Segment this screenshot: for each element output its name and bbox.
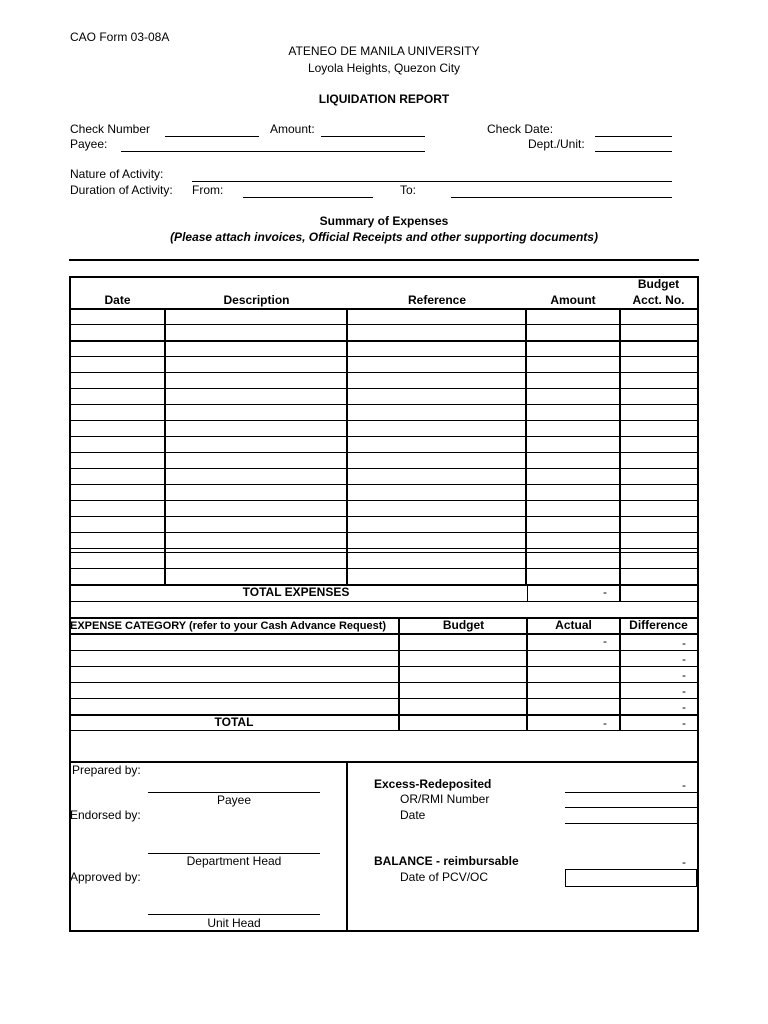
dept-unit-field[interactable]	[595, 151, 672, 152]
amount-field[interactable]	[321, 136, 425, 137]
col-expense-category: EXPENSE CATEGORY (refer to your Cash Advance Request)	[70, 620, 387, 632]
or-rmi-label: OR/RMI Number	[400, 792, 490, 806]
table-row	[69, 698, 699, 699]
dept-unit-label: Dept./Unit:	[528, 137, 585, 151]
form-code: CAO Form 03-08A	[70, 30, 170, 44]
col-divider	[525, 308, 527, 584]
balance-reimbursable-value: -	[682, 855, 686, 869]
summary-note: (Please attach invoices, Official Receipts and other supporting documents)	[170, 230, 598, 244]
total-expenses-value: -	[603, 585, 607, 599]
table-top-border	[69, 276, 699, 278]
to-field[interactable]	[451, 197, 672, 198]
table-row	[69, 650, 699, 651]
signature-divider	[346, 761, 348, 932]
check-date-field[interactable]	[595, 136, 672, 137]
cat-row1-difference: -	[682, 636, 686, 650]
or-rmi-field[interactable]	[565, 807, 697, 808]
category-total-bottom	[69, 730, 699, 731]
duration-label: Duration of Activity:	[70, 183, 173, 197]
category-total-actual: -	[603, 716, 607, 730]
signature-top-border	[69, 761, 699, 763]
cat-row4-difference: -	[682, 684, 686, 698]
payee-caption: Payee	[216, 793, 252, 807]
form-bottom-border	[69, 930, 699, 932]
cat-row3-difference: -	[682, 668, 686, 682]
amount-label: Amount:	[270, 122, 315, 136]
category-total-label: TOTAL	[214, 715, 254, 729]
col-acct-no: Acct. No.	[632, 293, 685, 307]
col-budget: Budget	[637, 277, 680, 291]
from-field[interactable]	[243, 197, 373, 198]
col-date: Date	[104, 293, 131, 307]
payee-field[interactable]	[121, 151, 425, 152]
col-divider	[398, 617, 400, 730]
university-address: Loyola Heights, Quezon City	[307, 61, 461, 75]
check-number-label: Check Number	[70, 122, 151, 136]
cat-row5-difference: -	[682, 700, 686, 714]
prepared-by-label: Prepared by:	[72, 763, 141, 777]
category-total-difference: -	[682, 716, 686, 730]
redeposit-date-label: Date	[400, 808, 426, 822]
payee-label: Payee:	[70, 137, 108, 151]
col-cat-actual: Actual	[555, 618, 592, 632]
from-label: From:	[192, 183, 224, 197]
col-divider	[619, 308, 621, 601]
col-divider	[164, 308, 166, 584]
redeposit-date-field[interactable]	[565, 823, 697, 824]
approved-by-label: Approved by:	[70, 870, 141, 884]
university-name: ATENEO DE MANILA UNIVERSITY	[288, 44, 480, 58]
nature-label: Nature of Activity:	[70, 167, 164, 181]
to-label: To:	[400, 183, 417, 197]
summary-title: Summary of Expenses	[319, 214, 449, 228]
check-date-label: Check Date:	[487, 122, 554, 136]
excess-redeposited-label: Excess-Redeposited	[374, 777, 492, 791]
excess-redeposited-value: -	[682, 778, 686, 792]
unit-head-signature-line[interactable]	[148, 914, 320, 915]
col-reference: Reference	[407, 293, 467, 307]
endorsed-by-label: Endorsed by:	[70, 808, 141, 822]
cat-row2-difference: -	[682, 652, 686, 666]
dept-head-caption: Department Head	[186, 854, 282, 868]
check-number-field[interactable]	[165, 136, 259, 137]
right-border	[697, 276, 699, 932]
left-border	[69, 276, 71, 932]
balance-reimbursable-label: BALANCE - reimbursable	[374, 854, 519, 868]
col-cat-budget: Budget	[442, 618, 485, 632]
divider	[69, 259, 699, 261]
col-cat-difference: Difference	[629, 618, 688, 632]
total-expenses-label: TOTAL EXPENSES	[242, 585, 350, 599]
col-amount: Amount	[550, 293, 596, 307]
pcv-date-label: Date of PCV/OC	[400, 870, 489, 884]
col-divider	[346, 308, 348, 584]
nature-field[interactable]	[192, 181, 672, 182]
unit-head-caption: Unit Head	[207, 916, 261, 930]
page-title: LIQUIDATION REPORT	[318, 92, 450, 106]
excess-value-line	[565, 792, 697, 793]
total-bottom-border	[69, 601, 699, 602]
pcv-date-field[interactable]	[565, 869, 697, 887]
col-description: Description	[223, 293, 290, 307]
table-row	[69, 666, 699, 667]
table-row	[69, 682, 699, 683]
cat-row1-actual: -	[603, 634, 607, 648]
